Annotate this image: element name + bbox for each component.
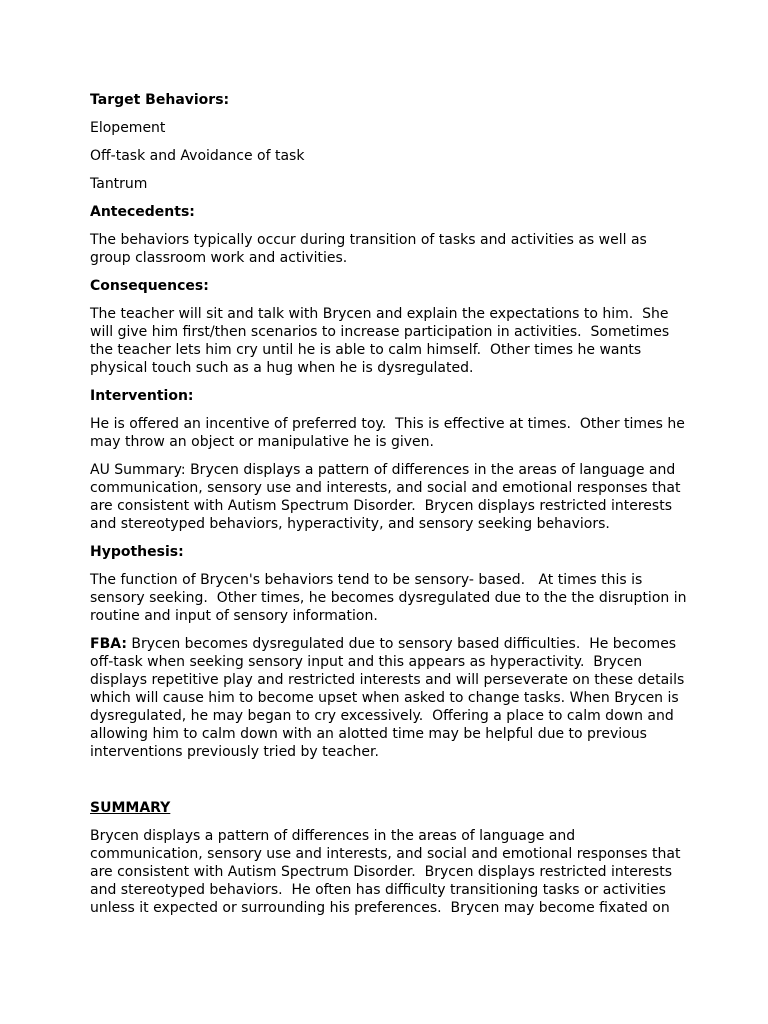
- summary-heading: SUMMARY: [90, 800, 171, 816]
- intervention-heading: Intervention:: [90, 388, 194, 404]
- target-behavior-item: Off-task and Avoidance of task: [90, 148, 305, 164]
- summary-text: Brycen displays a pattern of differences in the areas of language and communication, sensory use and interests, and social and emotional responses that are consistent with Autism Spectrum Disorder. Brycen displays restricted interests and stereotyped behaviors. He often has difficulty transitioning tasks or activities unless it expected or surrounding his preferences. Brycen may become fixated on: [90, 828, 685, 916]
- au-summary-text: AU Summary: Brycen displays a pattern of differences in the areas of language and communication, sensory use and interests, and social and emotional responses that are consistent with Autism Spectrum Disorder. Brycen displays restricted interests and stereotyped behaviors, hyperactivity, and sensory seeking behaviors.: [90, 462, 685, 532]
- target-behavior-item: Elopement: [90, 120, 166, 136]
- target-behaviors-heading: Target Behaviors:: [90, 92, 230, 108]
- hypothesis-heading: Hypothesis:: [90, 544, 184, 560]
- fba-text: Brycen becomes dysregulated due to sensory based difficulties. He becomes off-task when seeking sensory input and this appears as hyperactivity. Brycen displays repetitive play and restricted interests and will perseverate on these details which will cause him to become upset when asked to change tasks. When Brycen is dysregulated, he may began to cry excessively. Offering a place to calm down and allowing him to calm down with an alotted time may be helpful due to previous interventions previously tried by teacher.: [90, 636, 689, 760]
- document-page: [90, 91, 690, 927]
- consequences-heading: Consequences:: [90, 278, 209, 294]
- hypothesis-text: The function of Brycen's behaviors tend to be sensory- based. At times this is sensory seeking. Other times, he becomes dysregulated due to the the disruption in routine and input of sensory information.: [90, 572, 691, 624]
- consequences-text: The teacher will sit and talk with Brycen and explain the expectations to him. She will give him first/then scenarios to increase participation in activities. Sometimes the teacher lets him cry until he is able to calm himself. Other times he wants physical touch such as a hug when he is dysregulated.: [90, 306, 674, 376]
- intervention-text: He is offered an incentive of preferred toy. This is effective at times. Other times he may throw an object or manipulative he is given.: [90, 416, 690, 450]
- antecedents-heading: Antecedents:: [90, 204, 195, 220]
- fba-label: FBA:: [90, 636, 127, 652]
- antecedents-text: The behaviors typically occur during transition of tasks and activities as well as group classroom work and activities.: [90, 232, 652, 266]
- fba-paragraph: [90, 635, 690, 761]
- target-behavior-item: Tantrum: [90, 176, 148, 192]
